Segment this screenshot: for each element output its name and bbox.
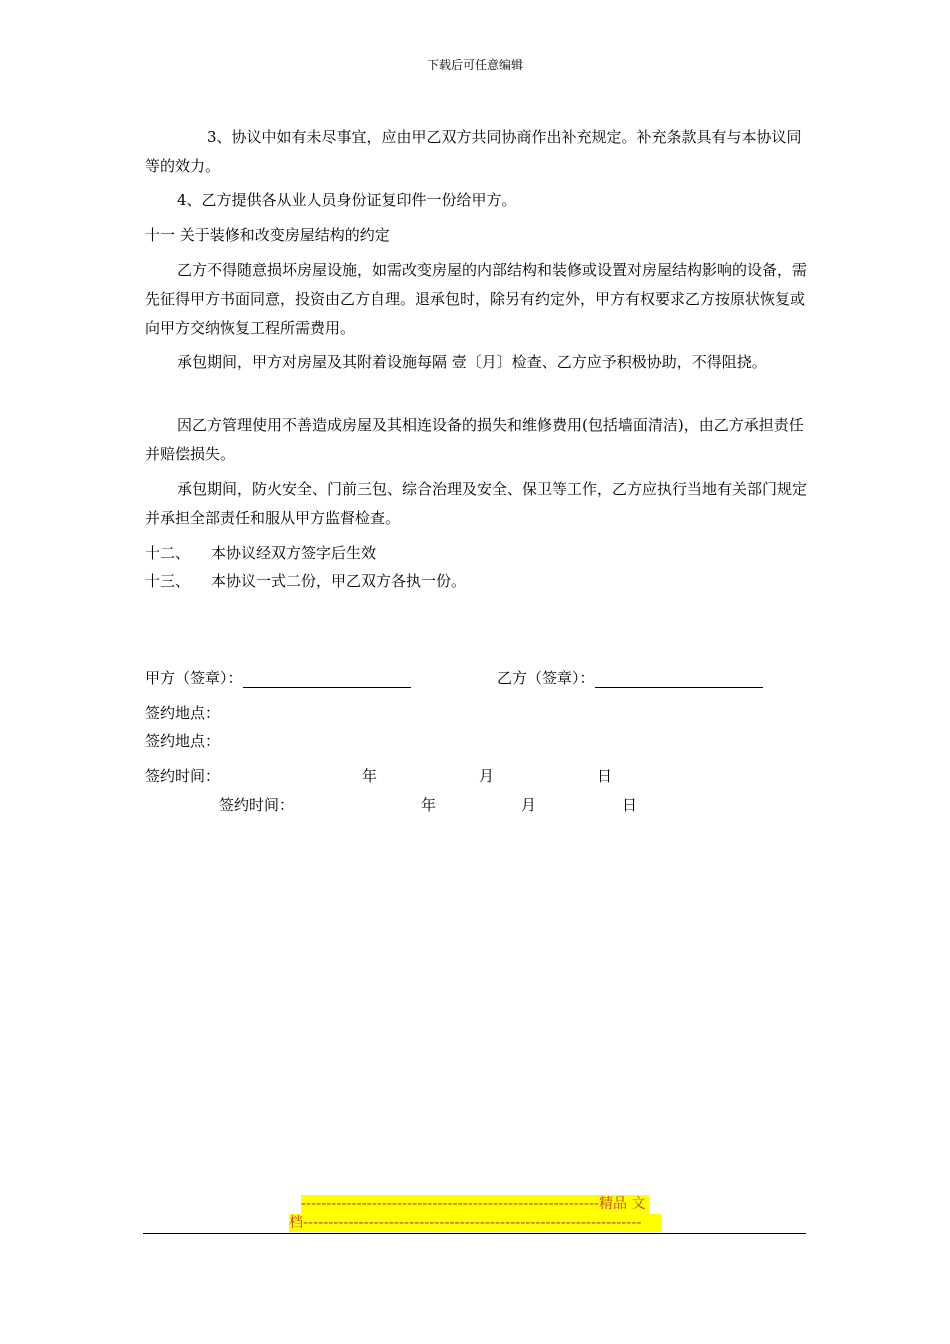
party-a-signature-line[interactable] xyxy=(243,671,411,688)
party-b-signature xyxy=(497,668,763,688)
signing-time-label-2: 签约时间： xyxy=(219,796,295,814)
clause-4-paragraph: 4、乙方提供各从业人员身份证复印件一份给甲方。 xyxy=(177,191,517,209)
section-11-paragraph-1: 乙方不得随意损坏房屋设施，如需改变房屋的内部结构和装修或设置对房屋结构影响的设备，需先征得甲方书面同意，投资由乙方自理。退承包时，除另有约定外，甲方有权要求乙方按原状恢复或向甲方交纳恢复工程所需费用。 xyxy=(145,261,808,337)
section-12-number: 十二、 xyxy=(145,544,191,562)
footer-divider xyxy=(143,1233,806,1234)
party-b-label: 乙方（签章）： xyxy=(497,669,595,687)
section-13-text: 本协议一式二份，甲乙双方各执一份。 xyxy=(211,572,467,590)
section-11-paragraph-4: 承包期间，防火安全、门前三包、综合治理及安全、保卫等工作，乙方应执行当地有关部门规定并承担全部责任和服从甲方监督检查。 xyxy=(145,480,808,527)
footer-watermark-line-1: -----------------------------------------------------------精品 文 xyxy=(301,1195,649,1213)
section-13-line xyxy=(145,571,466,591)
section-13-number: 十三、 xyxy=(145,572,191,590)
page-header: 下载后可任意编辑 xyxy=(426,58,523,72)
party-b-signature-line[interactable] xyxy=(595,671,763,688)
signing-place-label-1: 签约地点： xyxy=(145,704,221,722)
signing-time-1-day: 日 xyxy=(597,767,613,785)
section-12-line xyxy=(145,543,376,563)
party-a-signature xyxy=(145,668,411,688)
signing-time-1-year: 年 xyxy=(362,767,378,785)
section-12-text: 本协议经双方签字后生效 xyxy=(211,544,377,562)
section-11-paragraph-3: 因乙方管理使用不善造成房屋及其相连设备的损失和维修费用(包括墙面清洁)，由乙方承担责任并赔偿损失。 xyxy=(145,416,804,463)
footer-watermark-line-2: 档------------------------------------------------------------------- xyxy=(289,1214,661,1232)
section-11-paragraph-2: 承包期间，甲方对房屋及其附着设施每隔 壹〔月〕检查、乙方应予积极协助，不得阻挠。 xyxy=(177,353,767,371)
signing-time-2-month: 月 xyxy=(521,796,537,814)
signing-time-1-month: 月 xyxy=(479,767,495,785)
signing-time-2-year: 年 xyxy=(421,796,437,814)
clause-3-paragraph: 3、协议中如有未尽事宜，应由甲乙双方共同协商作出补充规定。补充条款具有与本协议同等的效力。 xyxy=(145,128,802,175)
signing-time-label-1: 签约时间： xyxy=(145,767,221,785)
signing-place-label-2: 签约地点： xyxy=(145,732,221,750)
party-a-label: 甲方（签章）： xyxy=(145,669,243,687)
signing-time-2-day: 日 xyxy=(622,796,638,814)
section-11-title: 十一 关于装修和改变房屋结构的约定 xyxy=(145,226,390,244)
